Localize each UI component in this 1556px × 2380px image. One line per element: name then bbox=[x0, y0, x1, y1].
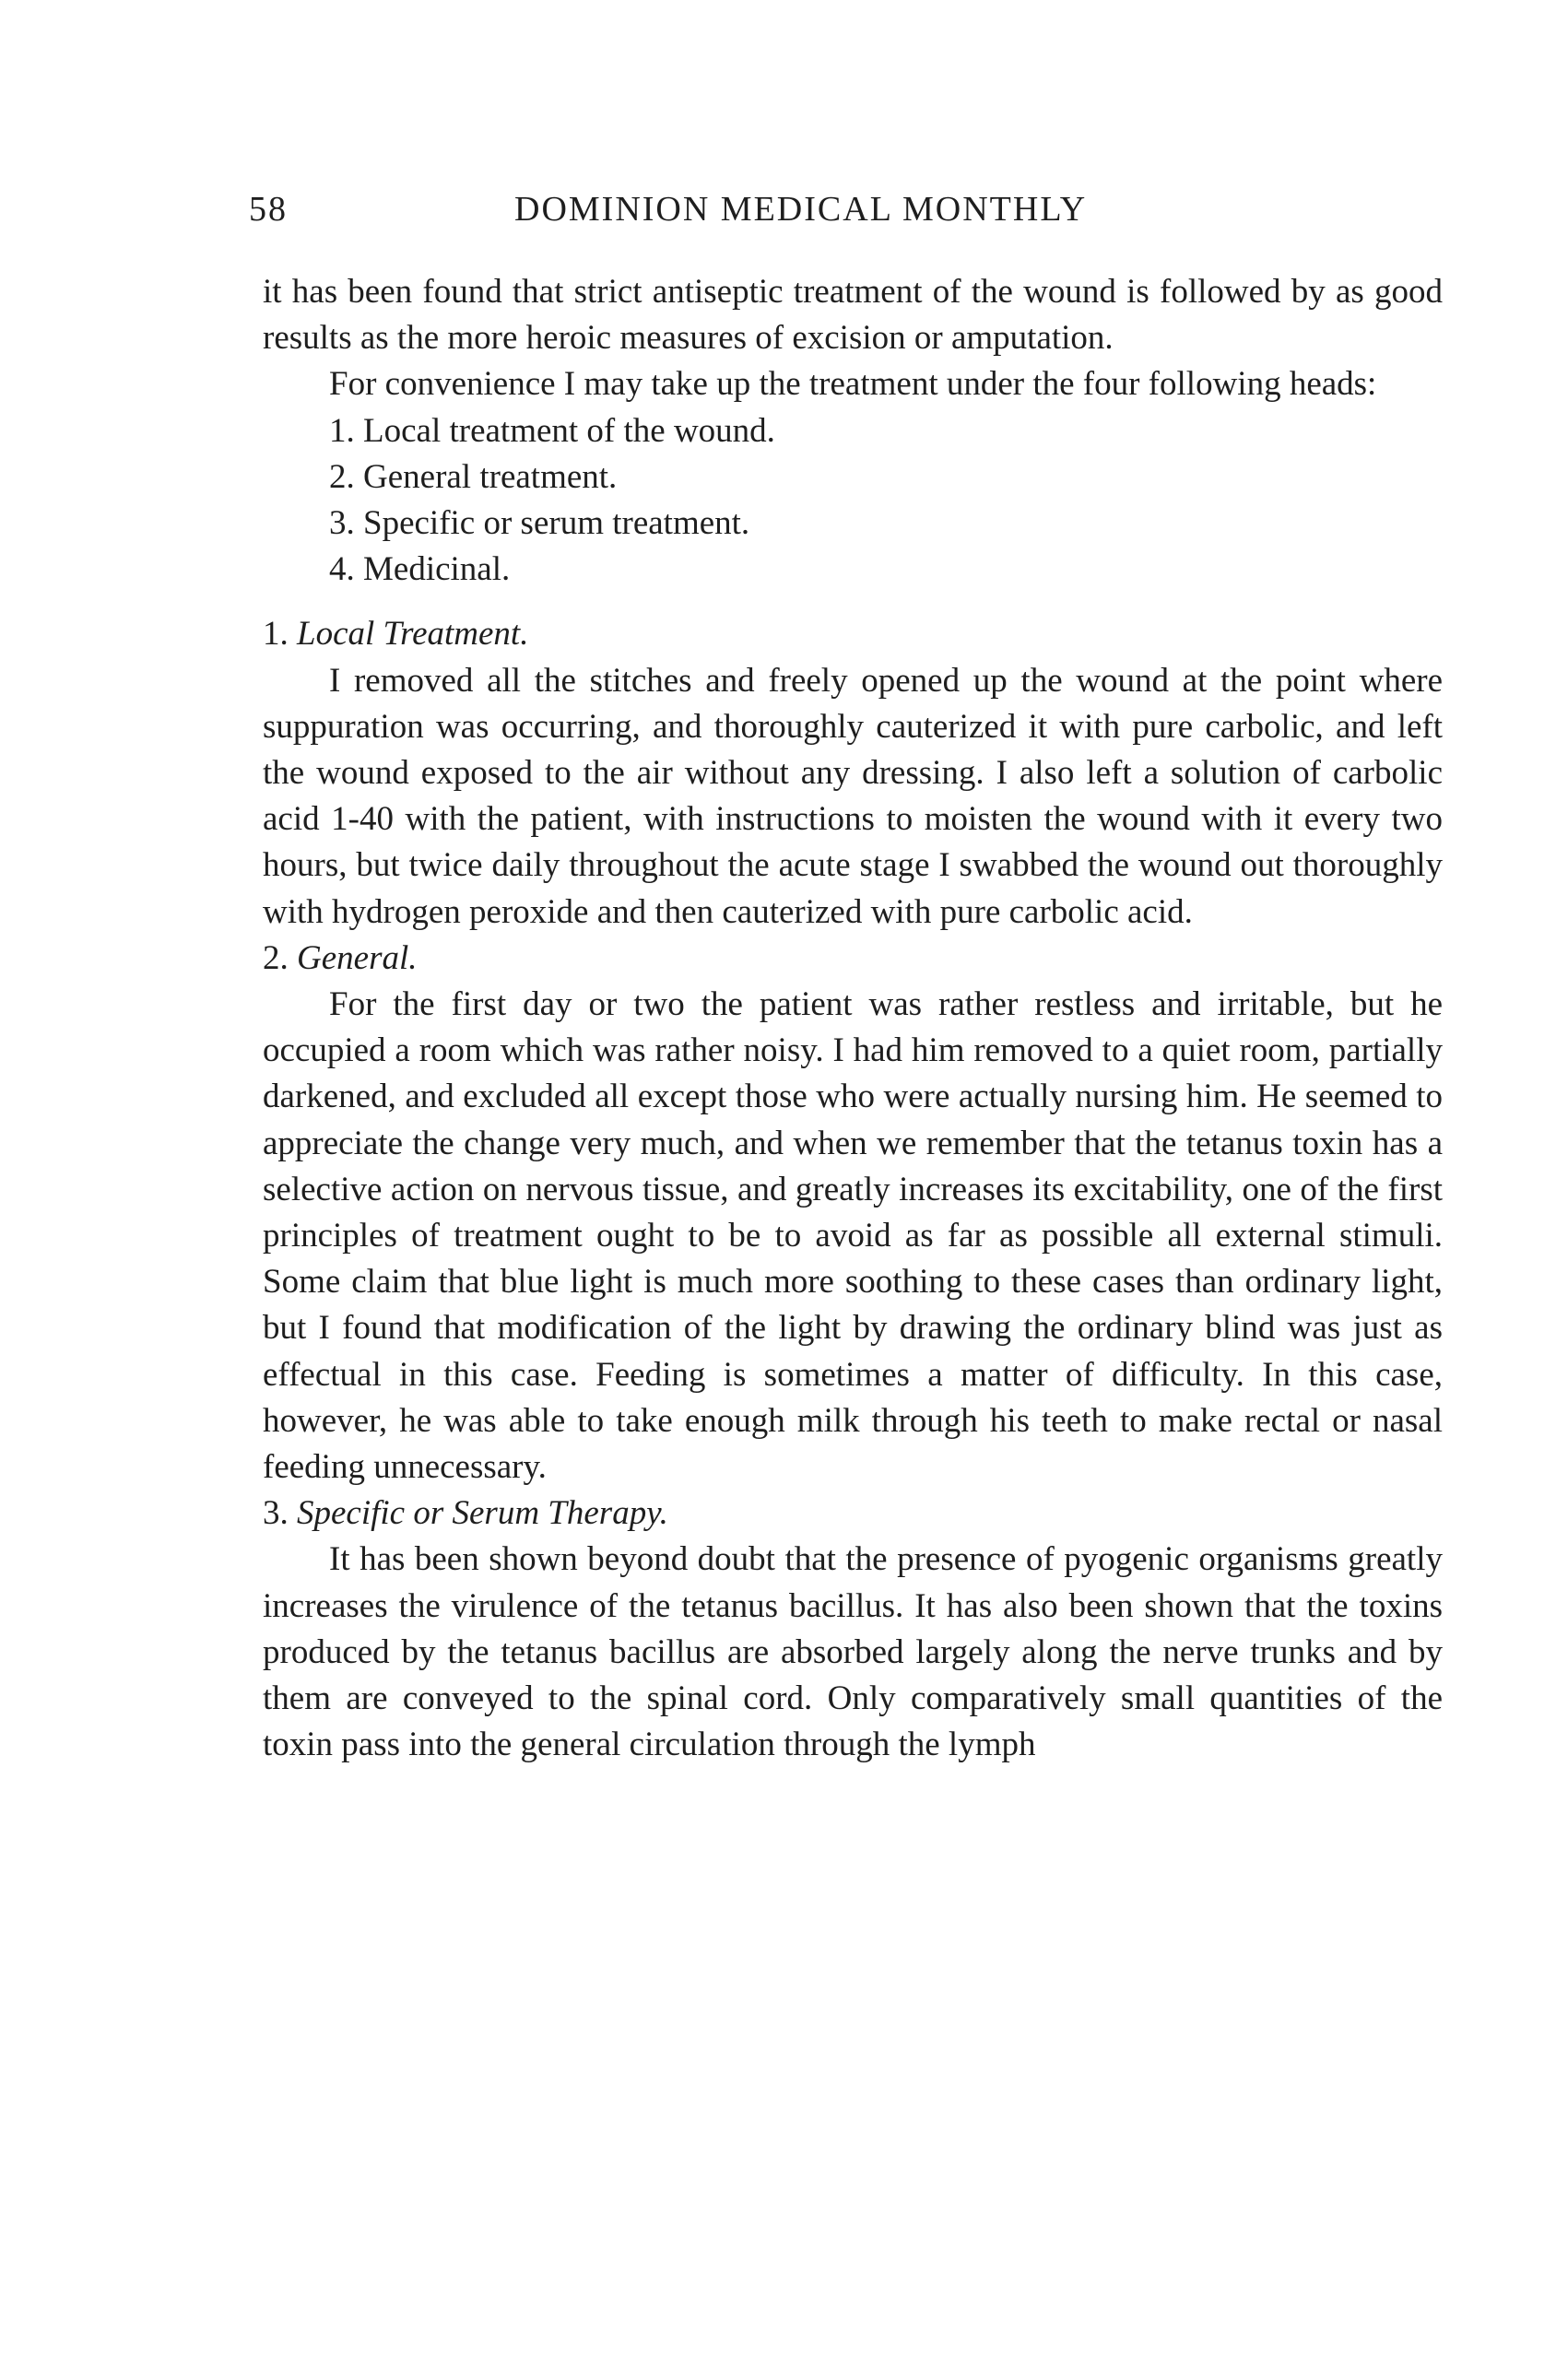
section-heading-general bbox=[263, 936, 1443, 982]
section-heading-serum-therapy bbox=[263, 1490, 1443, 1537]
journal-title: DOMINION MEDICAL MONTHLY bbox=[514, 190, 1088, 229]
page-number: 58 bbox=[249, 190, 288, 229]
section-title: Specific or Serum Therapy. bbox=[297, 1494, 668, 1533]
article-body bbox=[263, 269, 1443, 1769]
convenience-paragraph: For convenience I may take up the treatment under the four following heads: bbox=[329, 365, 1377, 404]
section-paragraph: I removed all the stitches and freely opened up the wound at the point where suppuration was occurring, and thoroughly cauterized it with pure carbolic, and left the wound exposed to the air without any dressing. I also left a solution of carbolic acid 1-40 with the patient, with instructions to moisten the wound with it every two hours, but twice daily throughout the acute stage I swabbed the wound out thoroughly with hydrogen peroxide and then cauterized with pure carbolic acid. bbox=[263, 661, 1443, 931]
section-title: General. bbox=[297, 938, 418, 977]
list-item: 2. General treatment. bbox=[329, 457, 618, 496]
section-number: 3. bbox=[263, 1494, 289, 1533]
section-number: 2. bbox=[263, 938, 289, 977]
section-paragraph: For the first day or two the patient was rather restless and irritable, but he occupied a room which was rather noisy. I had him removed to a quiet room, partially darkened, and excluded all except those who were actually nursing him. He seemed to appreciate the change very much, and when we remember that the tetanus toxin has a selective action on nervous tissue, and greatly increases its excitability, one of the first principles of treatment ought to be to avoid as far as possible all external stimuli. Some claim that blue light is much more soothing to these cases than ordinary light, but I found that modification of the light by drawing the ordinary blind was just as effectual in this case. Feeding is sometimes a matter of difficulty. In this case, however, he was able to take enough milk through his teeth to make rectal or nasal feeding unnecessary. bbox=[263, 985, 1443, 1487]
section-paragraph: It has been shown beyond doubt that the presence of pyogenic organisms greatly increases the virulence of the tetanus bacillus. It has also been shown that the toxins produced by the tetanus bacillus are absorbed largely along the nerve trunks and by them are conveyed to the spinal cord. Only comparatively small quantities of the toxin pass into the general circulation through the lymph bbox=[263, 1540, 1443, 1764]
spacer bbox=[263, 593, 1443, 611]
intro-paragraph: it has been found that strict antiseptic treatment of the wound is followed by as good results as the more heroic measures of excision or amputation. bbox=[263, 273, 1443, 358]
list-item: 4. Medicinal. bbox=[329, 550, 511, 589]
section-title: Local Treatment. bbox=[297, 615, 529, 654]
page-header bbox=[249, 189, 1263, 244]
list-item: 3. Specific or serum treatment. bbox=[329, 504, 750, 543]
list-item: 1. Local treatment of the wound. bbox=[329, 411, 775, 450]
section-heading-local-treatment bbox=[263, 611, 1443, 657]
section-number: 1. bbox=[263, 615, 289, 654]
treatment-heads-list bbox=[263, 408, 1443, 594]
